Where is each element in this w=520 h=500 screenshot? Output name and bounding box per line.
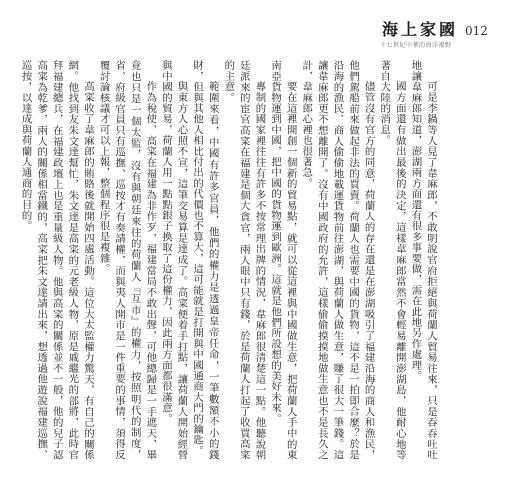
paragraph: 國方面還有做出最後的決定，這樣韋麻郎當然不會輕易離開澎湖島，他耐心地等著自大陸的消息。 — [378, 60, 406, 460]
paragraph: 高寀收了韋麻郎的賄賂後就開始四處活動。這位大太監權力驚天，有自己的關係網。他找到友朱文達幫忙，朱文達是高寀的元老級人物，原是戚繼光的部將，此時官拜福建總兵，在福建政壇上也是重量級人物。他與高寀的關係並不一般，他的兒子認高寀為乾爹，兩人的關係相當鐵的，高寀把朱文達請出來，想透過他遊說福建巡撫、巡按，以達成與荷蘭人通商的目的。 — [19, 60, 94, 460]
paragraph: 作為稅使，高寀在福建為非作歹，福建當局不敢出聲，可他總歸是一手遮天，畢竟也只是一個太監，沒有與朝廷來往的荷蘭人『互市』的權力，按照明代的制度，省、府級官員只有巡撫、巡按才有奏請權，而與夷人開市是一件重要的事情，須得反覆討論核議才可以上報，整個程序很是複雜。 — [97, 60, 157, 460]
paragraph: 專制的國家裡往往有許多不按常理出牌的情況，韋麻郎很清楚這一點。他聽說朝廷派來的宦官高寀在福建是個大貪官，兩人眼中只有錢，於是荷蘭人打起了收買高寀的主意。 — [222, 60, 266, 460]
paragraph: 範圍來看，中國有許多官員，他們的權力是透過皇帝任命，一筆數額不小的錢財，但與其他人相比付出的代價也不算大，這可能就是打開與中國通商大門的鑰匙。 — [191, 60, 219, 460]
body-text — [19, 60, 438, 460]
running-subtitle: 十七世紀中華的海洋視野 — [380, 42, 452, 49]
paragraph: 可是李鍋等人見了韋麻郎，不敢明說官府拒絕與荷蘭人貿易往來，只是吞吞吐吐地讓韋麻郎知道，澎湖兩方面還有很多事要做，需在此地另作處理。 — [409, 60, 437, 460]
paragraph: 儘管沒有官方的同意，荷蘭人的存在還是在澎湖吸引了福建沿海的商人和漁民，他們駕船前來做起非法的買賣。荷蘭人也需要中國的貨物，這不是一拍即合麼？於是沿海的漁民、商人偷偷地載運貨物前往澎湖，與荷蘭人做生意，賺了很大一筆錢。這讓韋麻郎更不想離開了。沒有中國政府的允許，這樣偷偷摸摸地做生意也不是長久之計，韋麻郎心裡也很著急。 — [300, 60, 375, 460]
page-number: 012 — [465, 24, 488, 38]
paragraph: 與東方人心照不宣，這筆交易算是達成了。高寀便着手打點，讓荷蘭人開始經營與中國的貿易，荷蘭人用一點點銀子換取了這份權力，因此兩方面都很滿意。 — [159, 60, 188, 460]
running-title: 海上家國 — [382, 20, 459, 39]
paragraph: 要在這裡開創一個新的貿易點，就可以從這裡與中國做生意，把荷蘭人手中的東南亞貨物運到中國，把中國的貨物運到歐洲。這就是他們所設想的美好未來。 — [269, 60, 297, 460]
